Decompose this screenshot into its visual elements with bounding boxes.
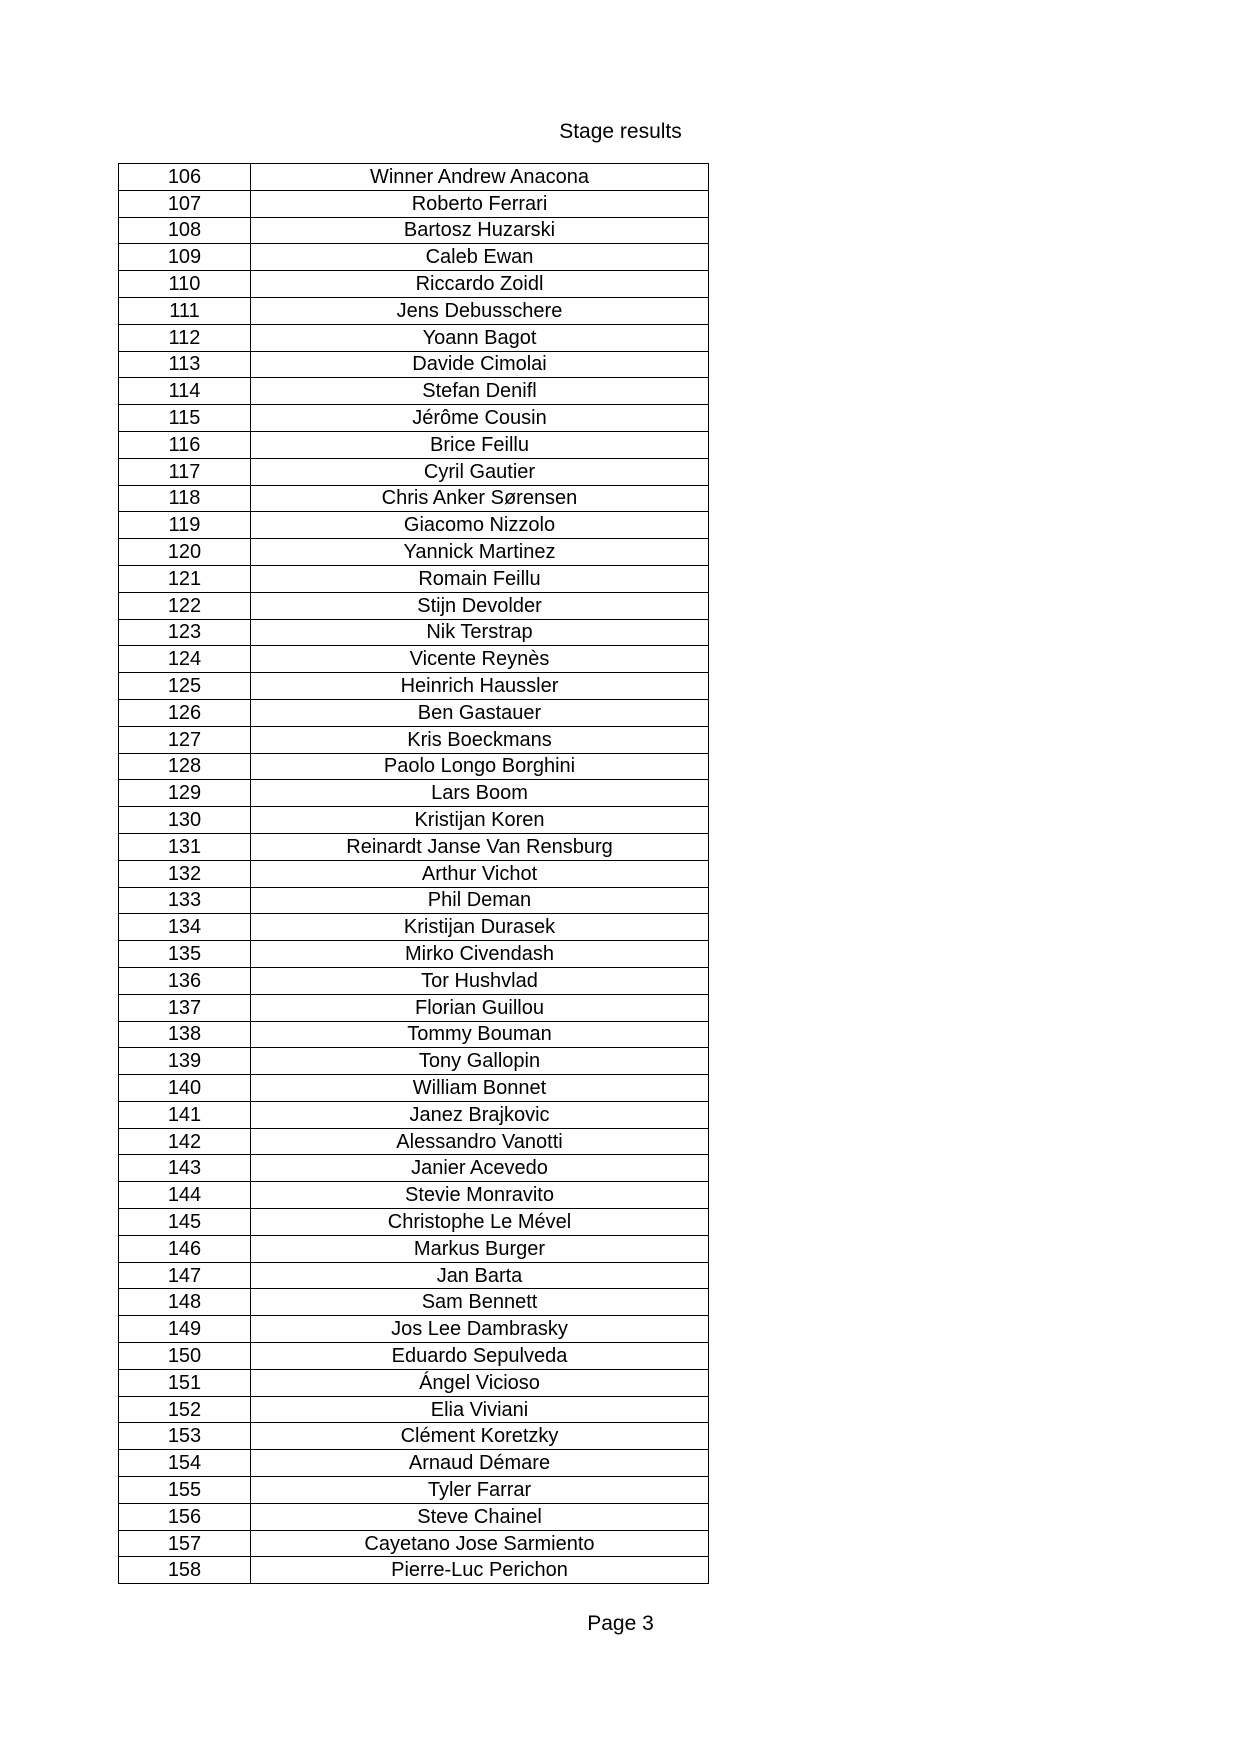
rank-cell: 123 (119, 619, 251, 646)
rider-name-cell: Ben Gastauer (251, 699, 709, 726)
table-row (119, 1450, 709, 1477)
rank-cell: 125 (119, 673, 251, 700)
table-row (119, 565, 709, 592)
table-row (119, 914, 709, 941)
table-row (119, 726, 709, 753)
table-row (119, 244, 709, 271)
rider-name-cell: Stefan Denifl (251, 378, 709, 405)
rank-cell: 112 (119, 324, 251, 351)
rider-name-cell: Christophe Le Mével (251, 1209, 709, 1236)
rank-cell: 114 (119, 378, 251, 405)
rider-name-cell: Cayetano Jose Sarmiento (251, 1530, 709, 1557)
rank-cell: 107 (119, 190, 251, 217)
rider-name-cell: Cyril Gautier (251, 458, 709, 485)
table-row (119, 271, 709, 298)
table-row (119, 807, 709, 834)
table-row (119, 699, 709, 726)
rider-name-cell: Jos Lee Dambrasky (251, 1316, 709, 1343)
rank-cell: 131 (119, 833, 251, 860)
rank-cell: 121 (119, 565, 251, 592)
table-row (119, 512, 709, 539)
table-row (119, 1262, 709, 1289)
rider-name-cell: Paolo Longo Borghini (251, 753, 709, 780)
table-row (119, 1101, 709, 1128)
rider-name-cell: Davide Cimolai (251, 351, 709, 378)
rank-cell: 129 (119, 780, 251, 807)
rank-cell: 110 (119, 271, 251, 298)
rank-cell: 140 (119, 1075, 251, 1102)
rank-cell: 117 (119, 458, 251, 485)
rank-cell: 139 (119, 1048, 251, 1075)
rider-name-cell: Sam Bennett (251, 1289, 709, 1316)
rider-name-cell: Heinrich Haussler (251, 673, 709, 700)
rider-name-cell: Markus Burger (251, 1235, 709, 1262)
rank-cell: 111 (119, 297, 251, 324)
rider-name-cell: Romain Feillu (251, 565, 709, 592)
rider-name-cell: Kristijan Koren (251, 807, 709, 834)
table-row (119, 431, 709, 458)
rank-cell: 118 (119, 485, 251, 512)
table-row (119, 753, 709, 780)
table-row (119, 297, 709, 324)
page-header (0, 120, 1241, 144)
rank-cell: 153 (119, 1423, 251, 1450)
results-table (118, 163, 709, 1584)
rider-name-cell: Giacomo Nizzolo (251, 512, 709, 539)
rider-name-cell: Caleb Ewan (251, 244, 709, 271)
rank-cell: 115 (119, 405, 251, 432)
rank-cell: 109 (119, 244, 251, 271)
table-row (119, 833, 709, 860)
rank-cell: 120 (119, 539, 251, 566)
page-footer (0, 1612, 1241, 1636)
table-row (119, 1128, 709, 1155)
rider-name-cell: Janez Brajkovic (251, 1101, 709, 1128)
rank-cell: 154 (119, 1450, 251, 1477)
table-row (119, 405, 709, 432)
rider-name-cell: Steve Chainel (251, 1503, 709, 1530)
rank-cell: 143 (119, 1155, 251, 1182)
rider-name-cell: Lars Boom (251, 780, 709, 807)
rider-name-cell: Roberto Ferrari (251, 190, 709, 217)
rider-name-cell: Jan Barta (251, 1262, 709, 1289)
table-row (119, 164, 709, 191)
table-row (119, 217, 709, 244)
rider-name-cell: Kristijan Durasek (251, 914, 709, 941)
table-row (119, 458, 709, 485)
page-number: Page 3 (587, 1612, 654, 1635)
rank-cell: 148 (119, 1289, 251, 1316)
table-row (119, 1557, 709, 1584)
results-table-body (119, 164, 709, 1584)
table-row (119, 1155, 709, 1182)
table-row (119, 1477, 709, 1504)
rank-cell: 119 (119, 512, 251, 539)
rank-cell: 158 (119, 1557, 251, 1584)
rider-name-cell: Alessandro Vanotti (251, 1128, 709, 1155)
rider-name-cell: Florian Guillou (251, 994, 709, 1021)
table-row (119, 619, 709, 646)
rank-cell: 135 (119, 941, 251, 968)
rider-name-cell: Phil Deman (251, 887, 709, 914)
rank-cell: 132 (119, 860, 251, 887)
rider-name-cell: Mirko Civendash (251, 941, 709, 968)
table-row (119, 1396, 709, 1423)
rank-cell: 152 (119, 1396, 251, 1423)
rider-name-cell: William Bonnet (251, 1075, 709, 1102)
rider-name-cell: Stijn Devolder (251, 592, 709, 619)
rider-name-cell: Pierre-Luc Perichon (251, 1557, 709, 1584)
table-row (119, 351, 709, 378)
table-row (119, 378, 709, 405)
table-row (119, 780, 709, 807)
page-title: Stage results (559, 120, 682, 143)
rider-name-cell: Janier Acevedo (251, 1155, 709, 1182)
rank-cell: 144 (119, 1182, 251, 1209)
table-row (119, 190, 709, 217)
table-row (119, 1048, 709, 1075)
rank-cell: 136 (119, 967, 251, 994)
rider-name-cell: Arnaud Démare (251, 1450, 709, 1477)
rider-name-cell: Winner Andrew Anacona (251, 164, 709, 191)
rider-name-cell: Tommy Bouman (251, 1021, 709, 1048)
rider-name-cell: Yoann Bagot (251, 324, 709, 351)
table-row (119, 324, 709, 351)
table-row (119, 994, 709, 1021)
table-row (119, 1235, 709, 1262)
rank-cell: 157 (119, 1530, 251, 1557)
rider-name-cell: Tor Hushvlad (251, 967, 709, 994)
table-row (119, 1289, 709, 1316)
rank-cell: 106 (119, 164, 251, 191)
rider-name-cell: Chris Anker Sørensen (251, 485, 709, 512)
rider-name-cell: Jens Debusschere (251, 297, 709, 324)
rider-name-cell: Jérôme Cousin (251, 405, 709, 432)
rider-name-cell: Tyler Farrar (251, 1477, 709, 1504)
rider-name-cell: Brice Feillu (251, 431, 709, 458)
rank-cell: 124 (119, 646, 251, 673)
rank-cell: 151 (119, 1369, 251, 1396)
rider-name-cell: Riccardo Zoidl (251, 271, 709, 298)
rank-cell: 145 (119, 1209, 251, 1236)
table-row (119, 539, 709, 566)
rider-name-cell: Elia Viviani (251, 1396, 709, 1423)
rank-cell: 146 (119, 1235, 251, 1262)
rider-name-cell: Bartosz Huzarski (251, 217, 709, 244)
rank-cell: 126 (119, 699, 251, 726)
rank-cell: 138 (119, 1021, 251, 1048)
rider-name-cell: Arthur Vichot (251, 860, 709, 887)
table-row (119, 1343, 709, 1370)
table-row (119, 860, 709, 887)
table-row (119, 673, 709, 700)
rank-cell: 122 (119, 592, 251, 619)
table-row (119, 1316, 709, 1343)
table-row (119, 1423, 709, 1450)
rank-cell: 150 (119, 1343, 251, 1370)
rider-name-cell: Clément Koretzky (251, 1423, 709, 1450)
rank-cell: 155 (119, 1477, 251, 1504)
rank-cell: 141 (119, 1101, 251, 1128)
table-row (119, 1209, 709, 1236)
rider-name-cell: Tony Gallopin (251, 1048, 709, 1075)
table-row (119, 941, 709, 968)
table-row (119, 1369, 709, 1396)
rider-name-cell: Nik Terstrap (251, 619, 709, 646)
rank-cell: 128 (119, 753, 251, 780)
rank-cell: 147 (119, 1262, 251, 1289)
table-row (119, 1530, 709, 1557)
table-row (119, 646, 709, 673)
table-row (119, 1503, 709, 1530)
rider-name-cell: Reinardt Janse Van Rensburg (251, 833, 709, 860)
rank-cell: 127 (119, 726, 251, 753)
rider-name-cell: Eduardo Sepulveda (251, 1343, 709, 1370)
table-row (119, 1075, 709, 1102)
rider-name-cell: Stevie Monravito (251, 1182, 709, 1209)
rank-cell: 133 (119, 887, 251, 914)
table-row (119, 592, 709, 619)
rank-cell: 113 (119, 351, 251, 378)
rank-cell: 137 (119, 994, 251, 1021)
rider-name-cell: Yannick Martinez (251, 539, 709, 566)
rank-cell: 108 (119, 217, 251, 244)
table-row (119, 887, 709, 914)
rider-name-cell: Ángel Vicioso (251, 1369, 709, 1396)
rank-cell: 142 (119, 1128, 251, 1155)
rank-cell: 156 (119, 1503, 251, 1530)
rank-cell: 130 (119, 807, 251, 834)
rank-cell: 116 (119, 431, 251, 458)
table-row (119, 1182, 709, 1209)
rider-name-cell: Kris Boeckmans (251, 726, 709, 753)
rider-name-cell: Vicente Reynès (251, 646, 709, 673)
rank-cell: 134 (119, 914, 251, 941)
table-row (119, 967, 709, 994)
table-row (119, 1021, 709, 1048)
table-row (119, 485, 709, 512)
rank-cell: 149 (119, 1316, 251, 1343)
